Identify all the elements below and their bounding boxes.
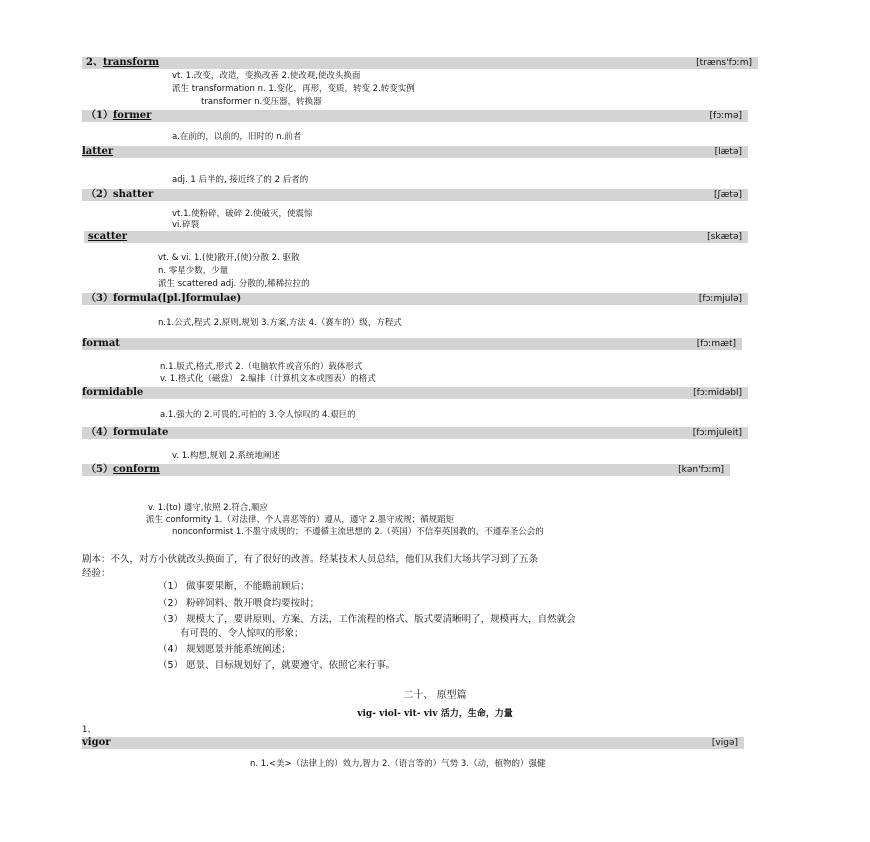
entry-ipa: [fɔːmjulə] (698, 294, 742, 304)
entry-term: transform (102, 57, 160, 68)
entry-ipa: [fɔːmæt] (696, 339, 736, 349)
entry-term: formulate (112, 427, 169, 438)
section-title: 二十、 原型篇 (403, 690, 467, 701)
entry-term: scatter (88, 231, 128, 242)
entry-bar-conform (82, 464, 730, 476)
entry-term: vigor (82, 737, 111, 748)
story-point: （3） 规模大了，要讲原则、方案、方法，工作流程的格式、版式要清晰明了，规模再大，自然就会 (158, 614, 576, 625)
definition-line: vt.1.使粉碎，破碎 2.使破灭，使震惊 (172, 209, 313, 219)
entry-ipa: [ʃætə] (714, 190, 742, 200)
entry-number: 2、 (86, 57, 103, 68)
entry-bar-formula (82, 293, 748, 305)
definition-line: vt. 1.改变，改造，变换改善 2.使改观,使改头换面 (172, 71, 361, 81)
story-intro: 剧本：不久，对方小伙就改头换面了，有了很好的改善。经某技术人员总结，他们从我们大场共学习到了五条 (82, 554, 539, 565)
definition-line: vi.碎裂 (172, 220, 200, 230)
definition-line: n.1.版式,格式,形式 2.（电脑软件或音乐的）载体形式 (160, 362, 363, 372)
entry-ipa: [fɔːmidəbl] (693, 388, 742, 398)
definition-line: v. 1.构想,规划 2.系统地阐述 (172, 451, 280, 461)
entry-term: former (112, 110, 152, 121)
entry-ipa: [fɔːmə] (709, 111, 742, 121)
definition-line: v. 1.(to) 遵守,依照 2.符合,顺应 (148, 503, 268, 513)
definition-line: n. 零星少数，少量 (158, 266, 229, 276)
entry-bar-transform (82, 57, 758, 69)
entry-term: conform (112, 464, 160, 475)
entry-bar-former (82, 110, 748, 122)
entry-number: （2） (86, 189, 113, 200)
definition-line: a.1.强大的 2.可畏的,可怕的 3.令人惊叹的 4.艰巨的 (160, 410, 356, 420)
entry-number: （3） (86, 293, 113, 304)
entry-number: （4） (86, 427, 113, 438)
definition-line: 派生 transformation n. 1.变化，再形，变质，转变 2.转变实例 (172, 84, 415, 94)
story-point: （2） 粉碎饲料、散开喂食均要按时； (158, 598, 320, 609)
entry-ipa: [fɔːmjuleit] (692, 428, 742, 438)
entry-bar-shatter (82, 189, 748, 201)
story-point: （5） 愿景、目标规划好了，就要遵守、依照它来行事。 (158, 660, 396, 671)
definition-line: nonconformist 1.不墨守成规的；不遵循主流思想的 2.（英国）不信奉英国教的，不遵奉圣公会的 (172, 527, 544, 537)
story-intro-cont: 经验： (82, 568, 111, 579)
entry-bar-formidable (82, 387, 748, 399)
definition-line: n. 1.<美>（法律上的）效力,智力 2.（语言等的）气势 3.（动，植物的）强健 (250, 759, 546, 769)
definition-line: adj. 1 后半的, 接近终了的 2 后者的 (172, 175, 309, 185)
entry-term: latter (82, 146, 114, 157)
entry-number: （5） (86, 464, 113, 475)
definition-line: 派生 scattered adj. 分散的,稀稀拉拉的 (158, 279, 310, 289)
entry-bar-scatter (84, 231, 748, 243)
definition-line: 派生 conformity 1.（对法律、个人喜恶等的）遵从，遵守 2.墨守成规；循规蹈矩 (146, 515, 455, 525)
definition-line: transformer n.变压器，转换器 (201, 97, 322, 107)
root-line: vig- viol- vit- viv 活力，生命，力量 (357, 709, 513, 719)
definition-line: vt. & vi. 1.(使)散开,(使)分散 2. 驱散 (158, 253, 300, 263)
entry-term: formula([pl.]formulae) (112, 293, 242, 304)
entry-term: formidable (82, 387, 144, 398)
entry-ipa: [lætə] (714, 147, 742, 157)
entry-number: （1） (86, 110, 113, 121)
entry-term: shatter (112, 189, 154, 200)
definition-line: n.1.公式,程式 2.原则,规划 3.方案,方法 4.（赛车的）级，方程式 (158, 318, 402, 328)
definition-line: v. 1.格式化（磁盘） 2.编排（计算机文本或图表）的格式 (160, 374, 376, 384)
entry-ipa: [vigə] (711, 738, 738, 748)
entry-bar-format (82, 338, 742, 350)
story-point: （1） 做事要果断，不能瞻前顾后； (158, 581, 310, 592)
entry-term: format (82, 338, 120, 349)
entry-ipa: [kən'fɔːm] (678, 465, 724, 475)
story-point: （4） 规划愿景并能系统阐述； (158, 644, 291, 655)
entry-bar-vigor (82, 737, 744, 749)
entry-ipa: [træns'fɔːm] (696, 58, 752, 68)
entry-bar-formulate (82, 427, 748, 439)
story-point-cont: 有可畏的、令人惊叹的形象； (180, 628, 304, 639)
entry-number: 1、 (82, 725, 96, 735)
entry-bar-latter (82, 146, 748, 158)
definition-line: a.在前的，以前的，旧时的 n.前者 (172, 132, 302, 142)
entry-ipa: [skætə] (707, 232, 742, 242)
